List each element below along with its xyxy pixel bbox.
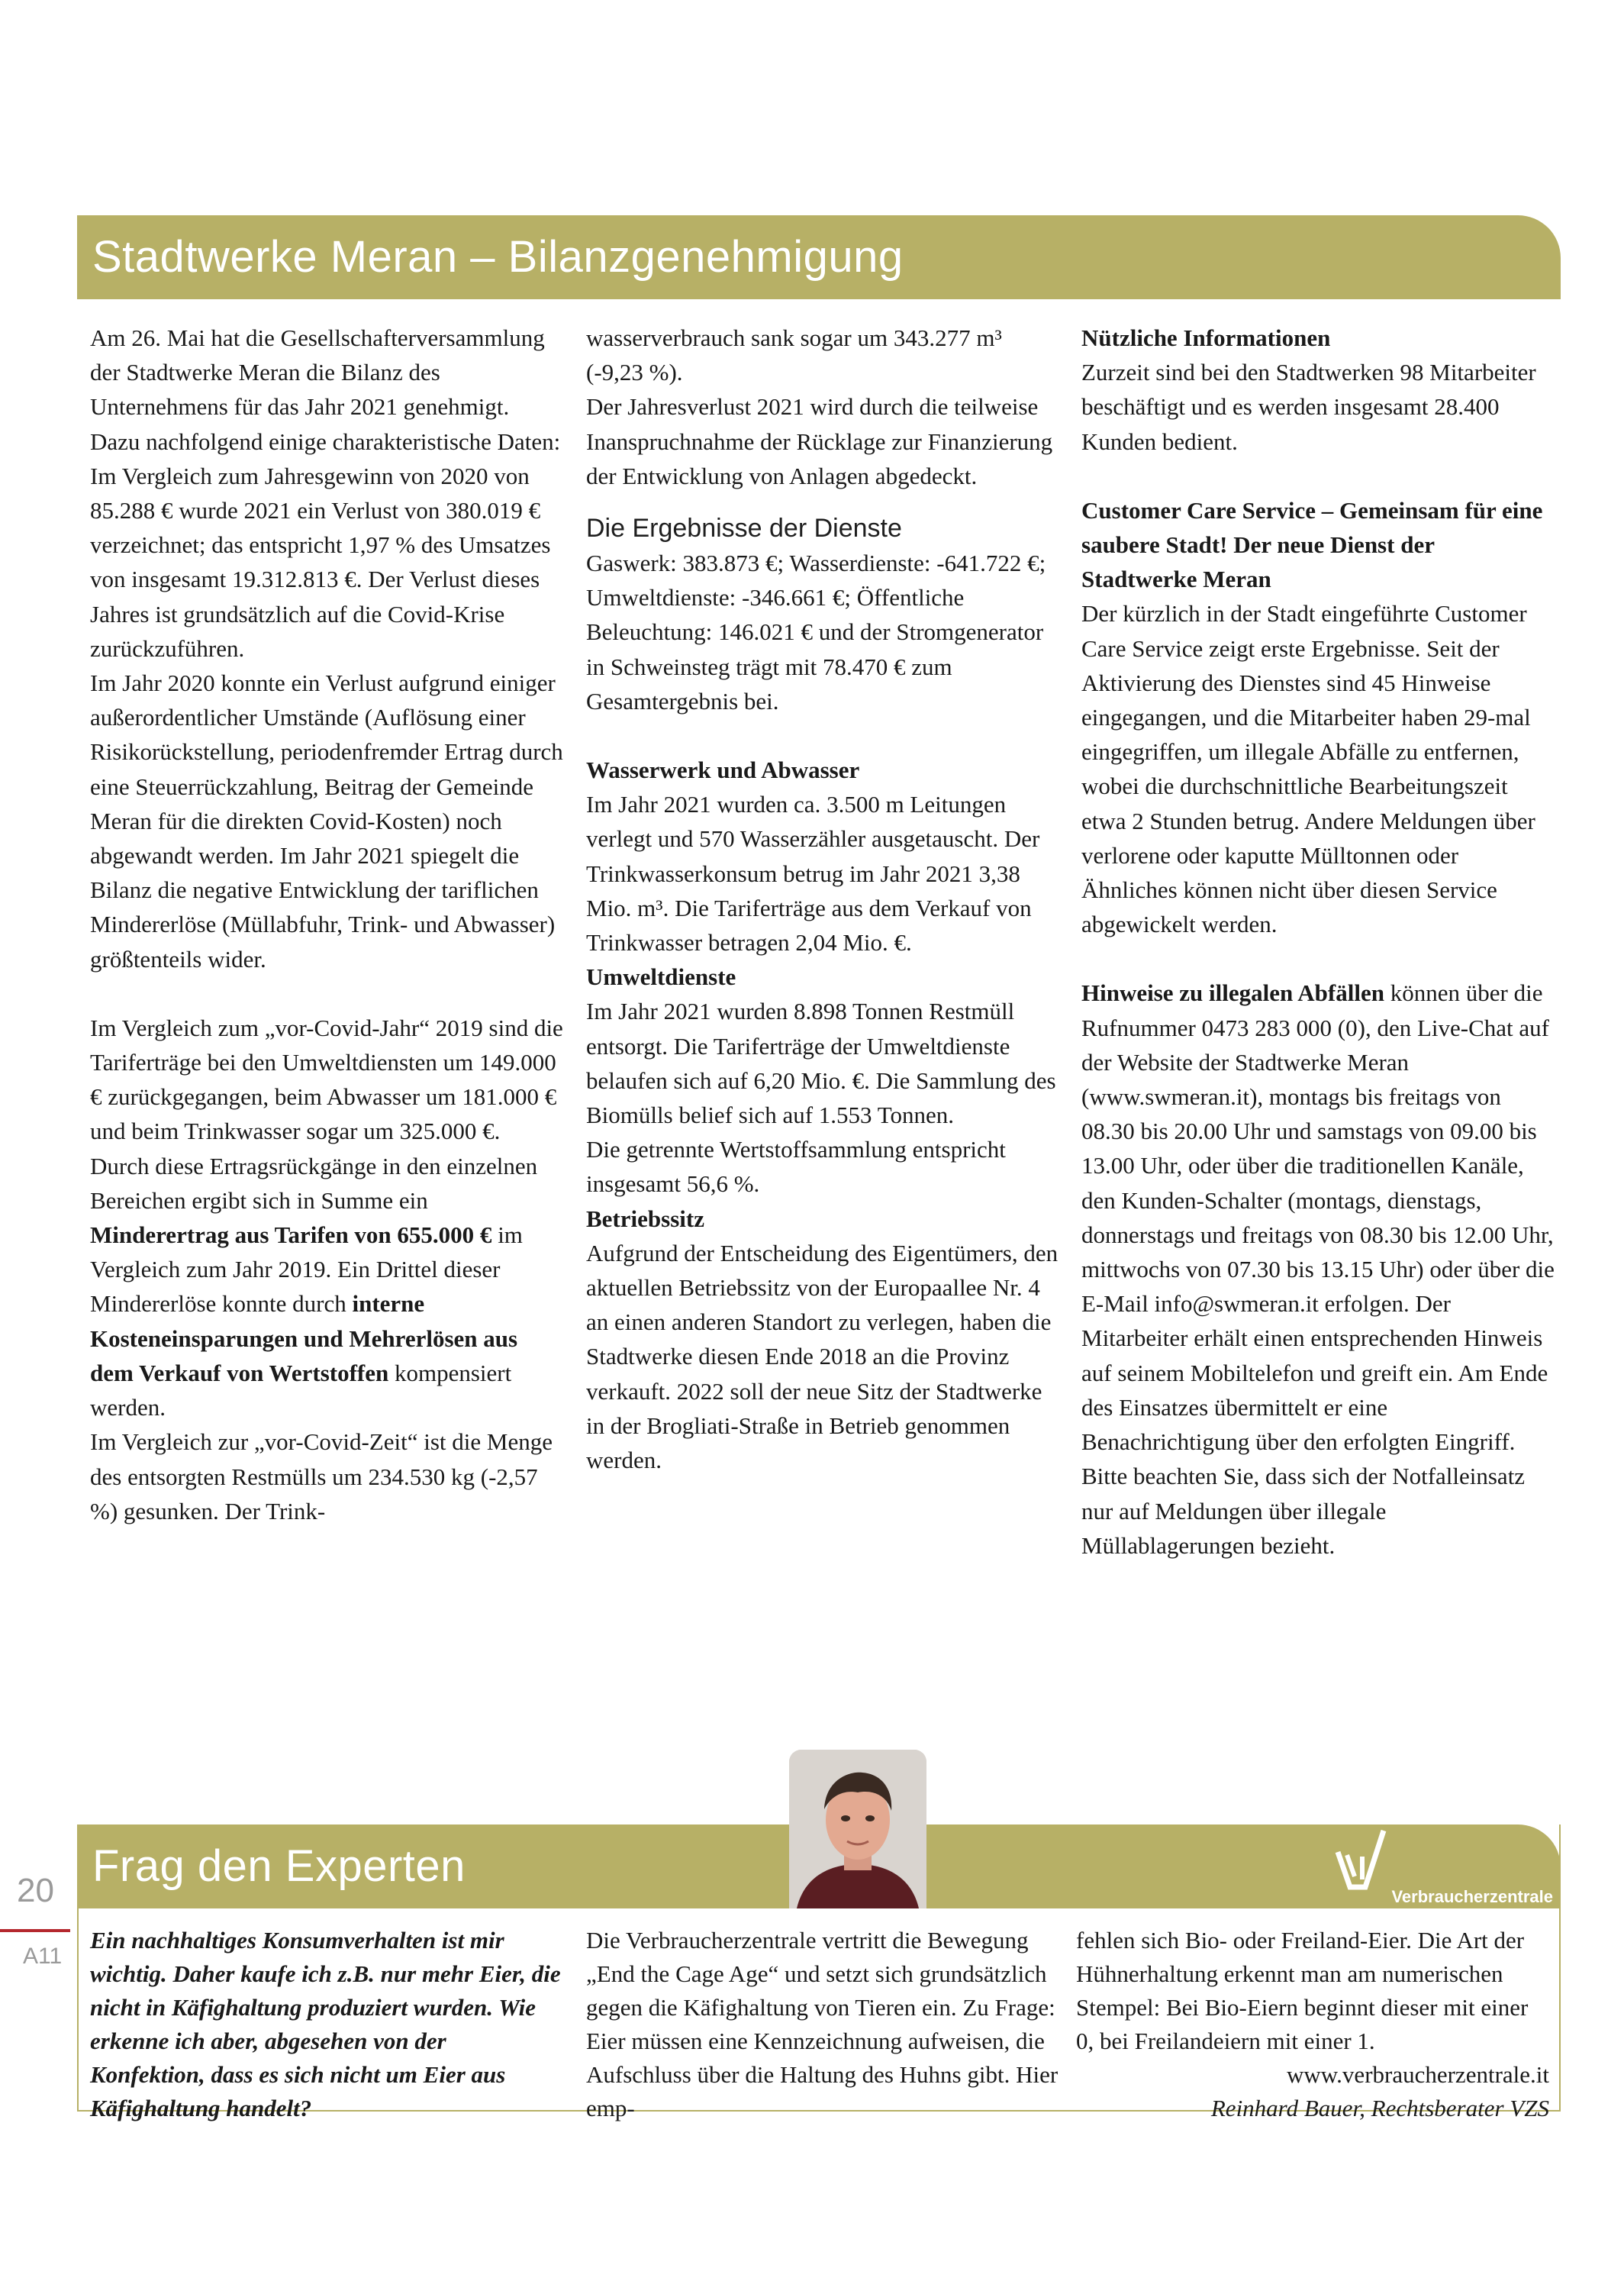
paragraph: Aufgrund der Entscheidung des Eigentümers, den aktuellen Betriebssitz von der Europaallee Nr. 4 an einen anderen Standort zu verlegen, haben die Stadtwerke diesen Ende 2018 an die Provinz verkauft. 2022 soll der neue Sitz der Stadtwerke in der Brogliati-Straße in Betrieb genommen werden. bbox=[586, 1239, 1058, 1474]
paragraph: Zurzeit sind bei den Stadtwerken 98 Mitarbeiter beschäftigt und es werden insgesamt 28.400 Kunden bedient. bbox=[1081, 359, 1536, 455]
expert-answer-part-1: Die Verbraucherzentrale vertritt die Bewegung „End the Cage Age“ und setzt sich grundsätzlich gegen die Käfighaltung von Tieren ein. Zu Frage: Eier müssen eine Kennzeichnung aufweisen, die Aufschluss über die Haltung des Huhns gibt. Hier emp- bbox=[586, 1927, 1058, 2121]
paragraph: Der Jahresverlust 2021 wird durch die teilweise Inanspruchnahme der Rücklage zur Finanzierung der Entwicklung von Anlagen abgedeckt. bbox=[586, 393, 1053, 489]
paragraph: Durch diese Ertragsrückgänge in den einzelnen Bereichen ergibt sich in Summe ein Minderertrag aus Tarifen von 655.000 € im Vergleich zum Jahr 2019. Ein Drittel dieser Mindererlöse konnte durch interne Kosteneinsparungen und Mehrerlösen aus dem Verkauf von Wertstoffen kompensiert werden. bbox=[90, 1152, 538, 1421]
article-column-1 bbox=[90, 321, 563, 1528]
paragraph: Im Jahr 2021 wurden ca. 3.500 m Leitungen verlegt und 570 Wasserzähler ausgetauscht. Der Trinkwasserkonsum betrug im Jahr 2021 3,38 Mio. m³. Die Tariferträge aus dem Verkauf von Trinkwasser betragen 2,04 Mio. €. bbox=[586, 791, 1040, 957]
expert-photo bbox=[789, 1750, 926, 1908]
article-column-3 bbox=[1081, 321, 1555, 1563]
paragraph: Im Vergleich zum „vor-Covid-Jahr“ 2019 sind die Tariferträge bei den Umweltdiensten um 149.000 € zurückgegangen, beim Abwasser um 181.000 € und beim Trinkwasser sogar um 325.000 €. bbox=[90, 1014, 563, 1145]
logo-label: Verbraucherzentrale bbox=[1391, 1887, 1553, 1906]
paragraph: fehlen sich Bio- oder Freiland-Eier. Die Art der Hühnerhaltung erkennt man am numerischen Stempel: Bei Bio-Eiern beginnt dieser mit einer 0, bei Freilandeiern mit einer 1. bbox=[1076, 1927, 1529, 2054]
paragraph: Die getrennte Wertstoffsammlung entspricht insgesamt 56,6 %. bbox=[586, 1136, 1006, 1198]
paragraph: Der kürzlich in der Stadt eingeführte Customer Care Service zeigt erste Ergebnisse. Seit der Aktivierung des Dienstes sind 45 Hinweise eingegangen, und die Mitarbeiter haben 29-mal eingegriffen, um illegale Abfälle zu entfernen, wobei die durchschnittliche Bearbeitungszeit etwa 2 Stunden betrug. Andere Meldungen über verlorene oder kaputte Mülltonnen oder Ähnliches können nicht über diesen Service abgewickelt werden. bbox=[1081, 600, 1535, 938]
article-column-2 bbox=[586, 321, 1059, 1477]
subheading-info: Nützliche Informationen bbox=[1081, 324, 1331, 351]
paragraph: Im Jahr 2021 wurden 8.898 Tonnen Restmüll entsorgt. Die Tariferträge der Umweltdienste belaufen sich auf 6,20 Mio. €. Die Sammlung des Biomülls belief sich auf 1.553 Tonnen. bbox=[586, 998, 1056, 1129]
paragraph: Am 26. Mai hat die Gesellschafterversammlung der Stadtwerke Meran die Bilanz des Unternehmens für das Jahr 2021 genehmigt. Dazu nachfolgend einige charakteristische Daten: bbox=[90, 324, 561, 455]
paragraph: Im Vergleich zum Jahresgewinn von 2020 von 85.288 € wurde 2021 ein Verlust von 380.019 € verzeichnet; das entspricht 1,97 % des Umsatzes von insgesamt 19.312.813 €. Der Verlust dieses Jahres ist grundsätzlich auf die Covid-Krise zurückzuführen. bbox=[90, 462, 551, 662]
article-title-bar bbox=[77, 215, 1561, 299]
subheading-sitz: Betriebssitz bbox=[586, 1205, 704, 1232]
paragraph: Im Jahr 2020 konnte ein Verlust aufgrund einiger außerordentlicher Umstände (Auflösung einer Risikorückstellung, periodenfremder Ertrag durch eine Steuerrückzahlung, Beitrag der Gemeinde Meran für die direkten Covid-Kosten) noch abgewandt werden. Im Jahr 2021 spiegelt die Bilanz die negative Entwicklung der tariflichen Mindererlöse (Müllabfuhr, Trink- und Abwasser) größtenteils wider. bbox=[90, 669, 563, 973]
subheading-umwelt: Umweltdienste bbox=[586, 963, 736, 991]
page-rule bbox=[0, 1929, 70, 1932]
paragraph: wasserverbrauch sank sogar um 343.277 m³ (-9,23 %). bbox=[586, 324, 1002, 386]
author: Reinhard Bauer, Rechtsberater VZS bbox=[1210, 2095, 1549, 2121]
page-number: 20 bbox=[17, 1872, 54, 1909]
expert-title: Frag den Experten bbox=[92, 1841, 466, 1891]
verbraucherzentrale-logo bbox=[1332, 1826, 1553, 1908]
paragraph: Im Vergleich zur „vor-Covid-Zeit“ ist die Menge des entsorgten Restmülls um 234.530 kg (-2,57 %) gesunken. Der Trink- bbox=[90, 1428, 553, 1524]
expert-question: Ein nachhaltiges Konsumverhalten ist mir wichtig. Daher kaufe ich z.B. nur mehr Eier, die nicht in Käfighaltung produziert wurden. Wie erkenne ich aber, abgesehen von der Konfektion, dass es sich nicht um Eier aus Käfighaltung handelt? bbox=[90, 1927, 561, 2121]
website-link[interactable]: www.verbraucherzentrale.it bbox=[1287, 2061, 1549, 2088]
article-title: Stadtwerke Meran – Bilanzgenehmigung bbox=[92, 232, 904, 282]
expert-answer-part-2 bbox=[1076, 1924, 1549, 2125]
page-code: A11 bbox=[23, 1944, 63, 1969]
section-heading: Die Ergebnisse der Dienste bbox=[586, 514, 902, 544]
paragraph: Hinweise zu illegalen Abfällen können über die Rufnummer 0473 283 000 (0), den Live-Chat auf der Website der Stadtwerke Meran (www.swmeran.it), montags bis freitags von 08.30 bis 20.00 Uhr und samstags von 09.00 bis 13.00 Uhr, oder über die traditionellen Kanäle, den Kunden-Schalter (montags, dienstags, donnerstags und freitags von 08.30 bis 12.00 Uhr, mittwochs von 07.30 bis 13.15 Uhr) oder über die E-Mail info@swmeran.it erfolgen. Der Mitarbeiter erhält einen entsprechenden Hinweis auf seinem Mobiltelefon und greift ein. Am Ende des Einsatzes übermittelt er eine Benachrichtigung über den erfolgten Eingriff. Bitte beachten Sie, dass sich der Notfalleinsatz nur auf Meldungen über illegale Müllablagerungen bezieht. bbox=[1081, 979, 1555, 1559]
subheading-wasser: Wasserwerk und Abwasser bbox=[586, 757, 860, 784]
subheading-care: Customer Care Service – Gemeinsam für eine saubere Stadt! Der neue Dienst der Stadtwerke Meran bbox=[1081, 496, 1543, 593]
paragraph: Gaswerk: 383.873 €; Wasserdienste: -641.722 €; Umweltdienste: -346.661 €; Öffentliche Beleuchtung: 146.021 € und der Stromgenerator in Schweinsteg trägt mit 78.470 € zum Gesamtergebnis bei. bbox=[586, 550, 1046, 715]
